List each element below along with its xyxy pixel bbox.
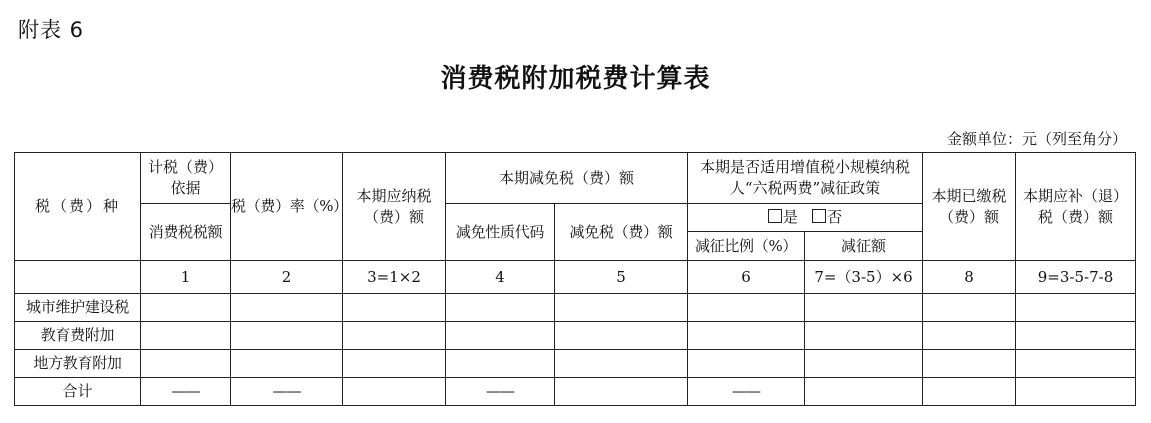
unit-label: 金额单位：元（列至角分）	[946, 130, 1127, 148]
input-cell[interactable]	[231, 350, 343, 378]
input-cell[interactable]	[446, 294, 555, 322]
table-row	[15, 294, 1136, 322]
header-basis-group: 计税（费）依据	[141, 153, 231, 204]
header-tax-type: 税（费）种	[15, 153, 141, 261]
input-cell[interactable]	[343, 378, 446, 406]
input-cell[interactable]	[805, 350, 923, 378]
table-row	[15, 350, 1136, 378]
input-cell[interactable]	[923, 322, 1016, 350]
row-name: 教育费附加	[15, 322, 141, 350]
total-dash-rate: ——	[231, 378, 343, 406]
input-cell[interactable]	[805, 294, 923, 322]
row-name: 城市维护建设税	[15, 294, 141, 322]
total-dash-ratio: ——	[688, 378, 805, 406]
input-cell[interactable]	[446, 350, 555, 378]
colnum-7: 7=（3-5）×6	[805, 261, 923, 294]
colnum-9: 9=3-5-7-8	[1016, 261, 1136, 294]
total-dash-basis: ——	[141, 378, 231, 406]
yes-checkbox[interactable]	[768, 209, 782, 223]
header-paid: 本期已缴税（费）额	[923, 153, 1016, 261]
input-cell[interactable]	[923, 378, 1016, 406]
input-cell[interactable]	[805, 322, 923, 350]
attachment-label: 附表 6	[18, 18, 85, 42]
total-label: 合计	[15, 378, 141, 406]
row-name: 地方教育附加	[15, 350, 141, 378]
header-reduction-sum: 减征额	[805, 232, 923, 261]
header-payable: 本期应纳税（费）额	[343, 153, 446, 261]
input-cell[interactable]	[555, 322, 688, 350]
total-dash-code: ——	[446, 378, 555, 406]
option-no-label: 否	[827, 208, 843, 226]
input-cell[interactable]	[688, 350, 805, 378]
header-reduction-code: 减免性质代码	[446, 204, 555, 261]
calc-table	[14, 152, 1136, 406]
header-supplement: 本期应补（退）税（费）额	[1016, 153, 1136, 261]
table-row	[15, 322, 1136, 350]
colnum-blank	[15, 261, 141, 294]
no-checkbox[interactable]	[812, 209, 826, 223]
input-cell[interactable]	[1016, 322, 1136, 350]
input-cell[interactable]	[555, 378, 688, 406]
input-cell[interactable]	[141, 322, 231, 350]
header-reduction-group: 本期减免税（费）额	[446, 153, 688, 204]
input-cell[interactable]	[688, 294, 805, 322]
input-cell[interactable]	[343, 294, 446, 322]
colnum-8: 8	[923, 261, 1016, 294]
colnum-5: 5	[555, 261, 688, 294]
input-cell[interactable]	[1016, 350, 1136, 378]
input-cell[interactable]	[1016, 294, 1136, 322]
input-cell[interactable]	[141, 350, 231, 378]
input-cell[interactable]	[343, 322, 446, 350]
input-cell[interactable]	[446, 322, 555, 350]
input-cell[interactable]	[231, 322, 343, 350]
input-cell[interactable]	[231, 294, 343, 322]
input-cell[interactable]	[141, 294, 231, 322]
option-yes-label: 是	[782, 208, 798, 226]
input-cell[interactable]	[343, 350, 446, 378]
colnum-4: 4	[446, 261, 555, 294]
header-rate: 税（费）率（%）	[231, 153, 343, 261]
colnum-3: 3=1×2	[343, 261, 446, 294]
page-title: 消费税附加税费计算表	[440, 64, 711, 94]
header-reduction-ratio: 减征比例（%）	[688, 232, 805, 261]
header-reduction-amount: 减免税（费）额	[555, 204, 688, 261]
input-cell[interactable]	[805, 378, 923, 406]
input-cell[interactable]	[923, 294, 1016, 322]
small-scale-options	[688, 204, 923, 232]
header-small-scale-group: 本期是否适用增值税小规模纳税人“六税两费”减征政策	[688, 153, 923, 204]
total-row	[15, 378, 1136, 406]
colnum-2: 2	[231, 261, 343, 294]
input-cell[interactable]	[555, 294, 688, 322]
colnum-6: 6	[688, 261, 805, 294]
input-cell[interactable]	[555, 350, 688, 378]
input-cell[interactable]	[923, 350, 1016, 378]
header-basis-sub: 消费税税额	[141, 204, 231, 261]
input-cell[interactable]	[1016, 378, 1136, 406]
colnum-1: 1	[141, 261, 231, 294]
input-cell[interactable]	[688, 322, 805, 350]
